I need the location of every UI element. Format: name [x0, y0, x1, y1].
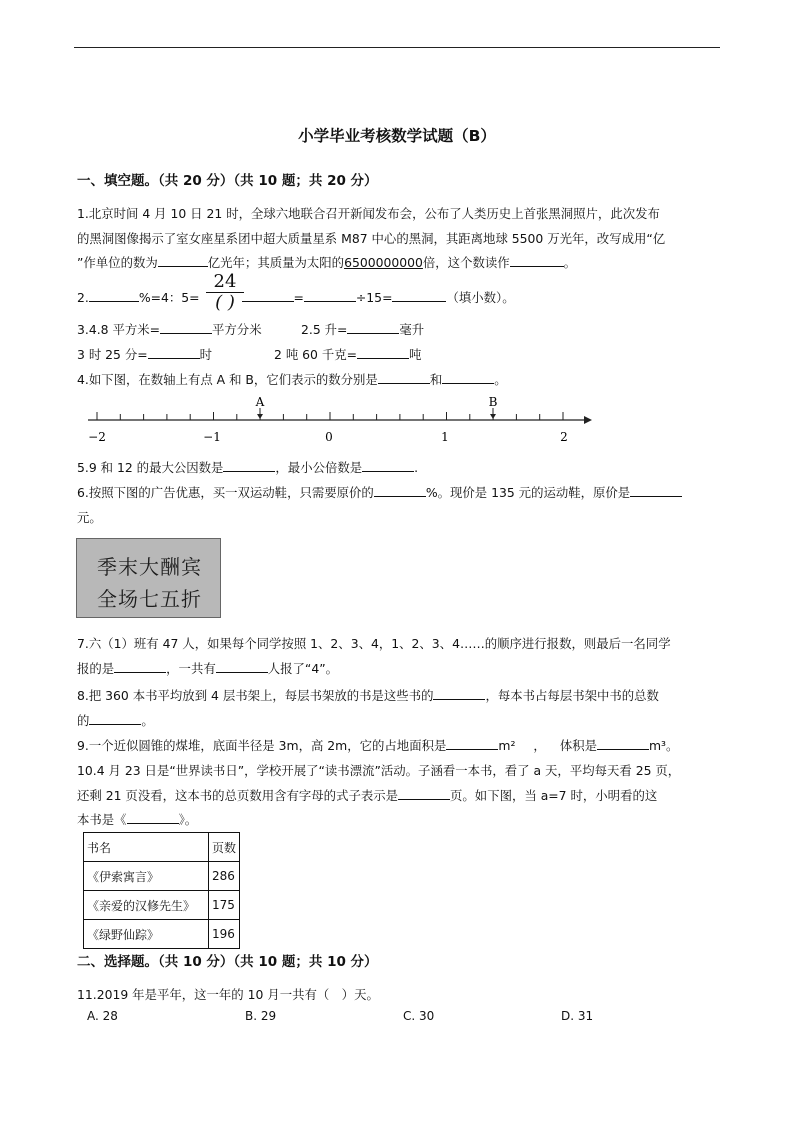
answer-blank[interactable] [362, 459, 414, 472]
q3-line-2b: 2 吨 60 千克= 吨 [274, 347, 422, 362]
mass-number: 6500000000 [344, 255, 423, 270]
tick-label-neg2: −2 [88, 430, 106, 444]
q7-line-2: 报的是 ，一共有 人报了“4”。 [77, 661, 339, 676]
q3-line-1b: 2.5 升= 毫升 [301, 322, 425, 337]
tick-label-0: 0 [325, 430, 333, 444]
answer-blank[interactable] [304, 289, 356, 302]
answer-blank[interactable] [158, 254, 208, 267]
q1-line-1: 1.北京时间 4 月 10 日 21 时，全球六地联合召开新闻发布会，公布了人类历史上首张黑洞照片，此次发布 [77, 206, 660, 221]
point-a-label: A [255, 395, 265, 409]
answer-blank[interactable] [630, 484, 682, 497]
table-cell: 《伊索寓言》 [84, 862, 209, 891]
number-line [84, 390, 594, 448]
q11-stem: 11.2019 年是平年，这一年的 10 月一共有（ ）天。 [77, 987, 379, 1002]
point-a-arrow-icon [257, 414, 263, 419]
answer-blank[interactable] [446, 737, 498, 750]
q10-line-1: 10.4 月 23 日是“世界读书日”，学校开展了“读书漂流”活动。子涵看一本书，看了 a 天，平均每天看 25 页， [77, 763, 681, 778]
q11-option-b[interactable]: B. 29 [245, 1009, 277, 1023]
table-cell: 196 [209, 920, 240, 949]
q6-line-2: 元。 [77, 510, 102, 525]
q7-line-1: 7.六（1）班有 47 人，如果每个同学按照 1、2、3、4，1、2、3、4……的顺序进行报数，则最后一名同学 [77, 636, 671, 651]
q8-line-1: 8.把 360 本书平均放到 4 层书架上，每层书架放的书是这些书的 ，每本书占每层书架中书的总数 [77, 688, 659, 703]
q8-line-2: 的 。 [77, 713, 154, 728]
answer-blank[interactable] [114, 660, 166, 673]
answer-blank[interactable] [597, 737, 649, 750]
answer-blank[interactable] [242, 289, 294, 302]
answer-blank[interactable] [357, 346, 409, 359]
q11-option-d[interactable]: D. 31 [561, 1009, 594, 1023]
table-cell: 《亲爱的汉修先生》 [84, 891, 209, 920]
answer-blank[interactable] [510, 254, 564, 267]
answer-blank[interactable] [378, 371, 430, 384]
header-rule [74, 47, 720, 48]
answer-blank[interactable] [392, 289, 446, 302]
q5-line: 5.9 和 12 的最大公因数是 ，最小公倍数是 . [77, 460, 419, 475]
fraction-denominator: ( ) [215, 292, 235, 313]
table-row [84, 891, 240, 920]
tick-label-2: 2 [560, 430, 568, 444]
answer-blank[interactable] [160, 321, 212, 334]
q6-line-1: 6.按照下图的广告优惠，买一双运动鞋，只需要原价的 %。现价是 135 元的运动鞋，原价是 [77, 483, 682, 501]
number-line-arrow-icon [584, 416, 592, 424]
q11-option-a[interactable]: A. 28 [87, 1009, 118, 1023]
answer-blank[interactable] [89, 289, 139, 302]
q4-line: 4.如下图，在数轴上有点 A 和 B，它们表示的数分别是 和 。 [77, 372, 507, 387]
answer-blank[interactable] [433, 687, 485, 700]
tick-label-neg1: −1 [203, 430, 221, 444]
table-header-row [84, 833, 240, 862]
table-row [84, 862, 240, 891]
table-row [84, 920, 240, 949]
answer-blank[interactable] [398, 787, 450, 800]
q10-line-2: 还剩 21 页没看，这本书的总页数用含有字母的式子表示是 页。如下图，当 a=7 时，小明看的这 [77, 788, 658, 803]
answer-blank[interactable] [216, 660, 268, 673]
answer-blank[interactable] [223, 459, 275, 472]
q11-option-c[interactable]: C. 30 [403, 1009, 435, 1023]
advertisement-sign [76, 538, 221, 618]
table-header-cell: 书名 [84, 833, 209, 862]
fraction [202, 272, 248, 313]
q1-line-2: 的黑洞图像揭示了室女座星系团中超大质量星系 M87 中心的黑洞，其距离地球 5500 万光年，改写成用“亿 [77, 231, 666, 246]
q3-line-1a: 3.4.8 平方米= 平方分米 [77, 322, 262, 337]
table-cell: 286 [209, 862, 240, 891]
fraction-numerator: 24 [213, 271, 237, 292]
table-header-cell: 页数 [209, 833, 240, 862]
table-cell: 175 [209, 891, 240, 920]
q1-line-3: ”作单位的数为 亿光年；其质量为太阳的6500000000倍，这个数读作 。 [77, 255, 577, 270]
ad-text-line-2: 全场七五折 [97, 587, 202, 611]
table-cell: 《绿野仙踪》 [84, 920, 209, 949]
page-title: 小学毕业考核数学试题（B） [298, 127, 496, 145]
q10-line-3: 本书是《 》。 [77, 812, 198, 827]
q9-line: 9.一个近似圆锥的煤堆，底面半径是 3m，高 2m，它的占地面积是 m² ， 体积是 m³。 [77, 738, 679, 753]
q3-line-2a: 3 时 25 分= 时 [77, 347, 213, 362]
books-table [83, 832, 240, 949]
tick-label-1: 1 [441, 430, 449, 444]
answer-blank[interactable] [442, 371, 494, 384]
answer-blank[interactable] [127, 811, 179, 824]
q2-line: 2. %=4：5= = ÷15= （填小数）。 [77, 290, 515, 305]
answer-blank[interactable] [89, 712, 141, 725]
answer-blank[interactable] [374, 484, 426, 497]
point-b-arrow-icon [490, 414, 496, 419]
answer-blank[interactable] [148, 346, 200, 359]
section-heading-fill-blank: 一、填空题。（共 20 分）（共 10 题；共 20 分） [77, 173, 378, 189]
section-heading-multiple-choice: 二、选择题。（共 10 分）（共 10 题；共 10 分） [77, 954, 378, 970]
answer-blank[interactable] [347, 321, 399, 334]
ad-text-line-1: 季末大酬宾 [97, 555, 202, 579]
point-b-label: B [488, 395, 498, 409]
